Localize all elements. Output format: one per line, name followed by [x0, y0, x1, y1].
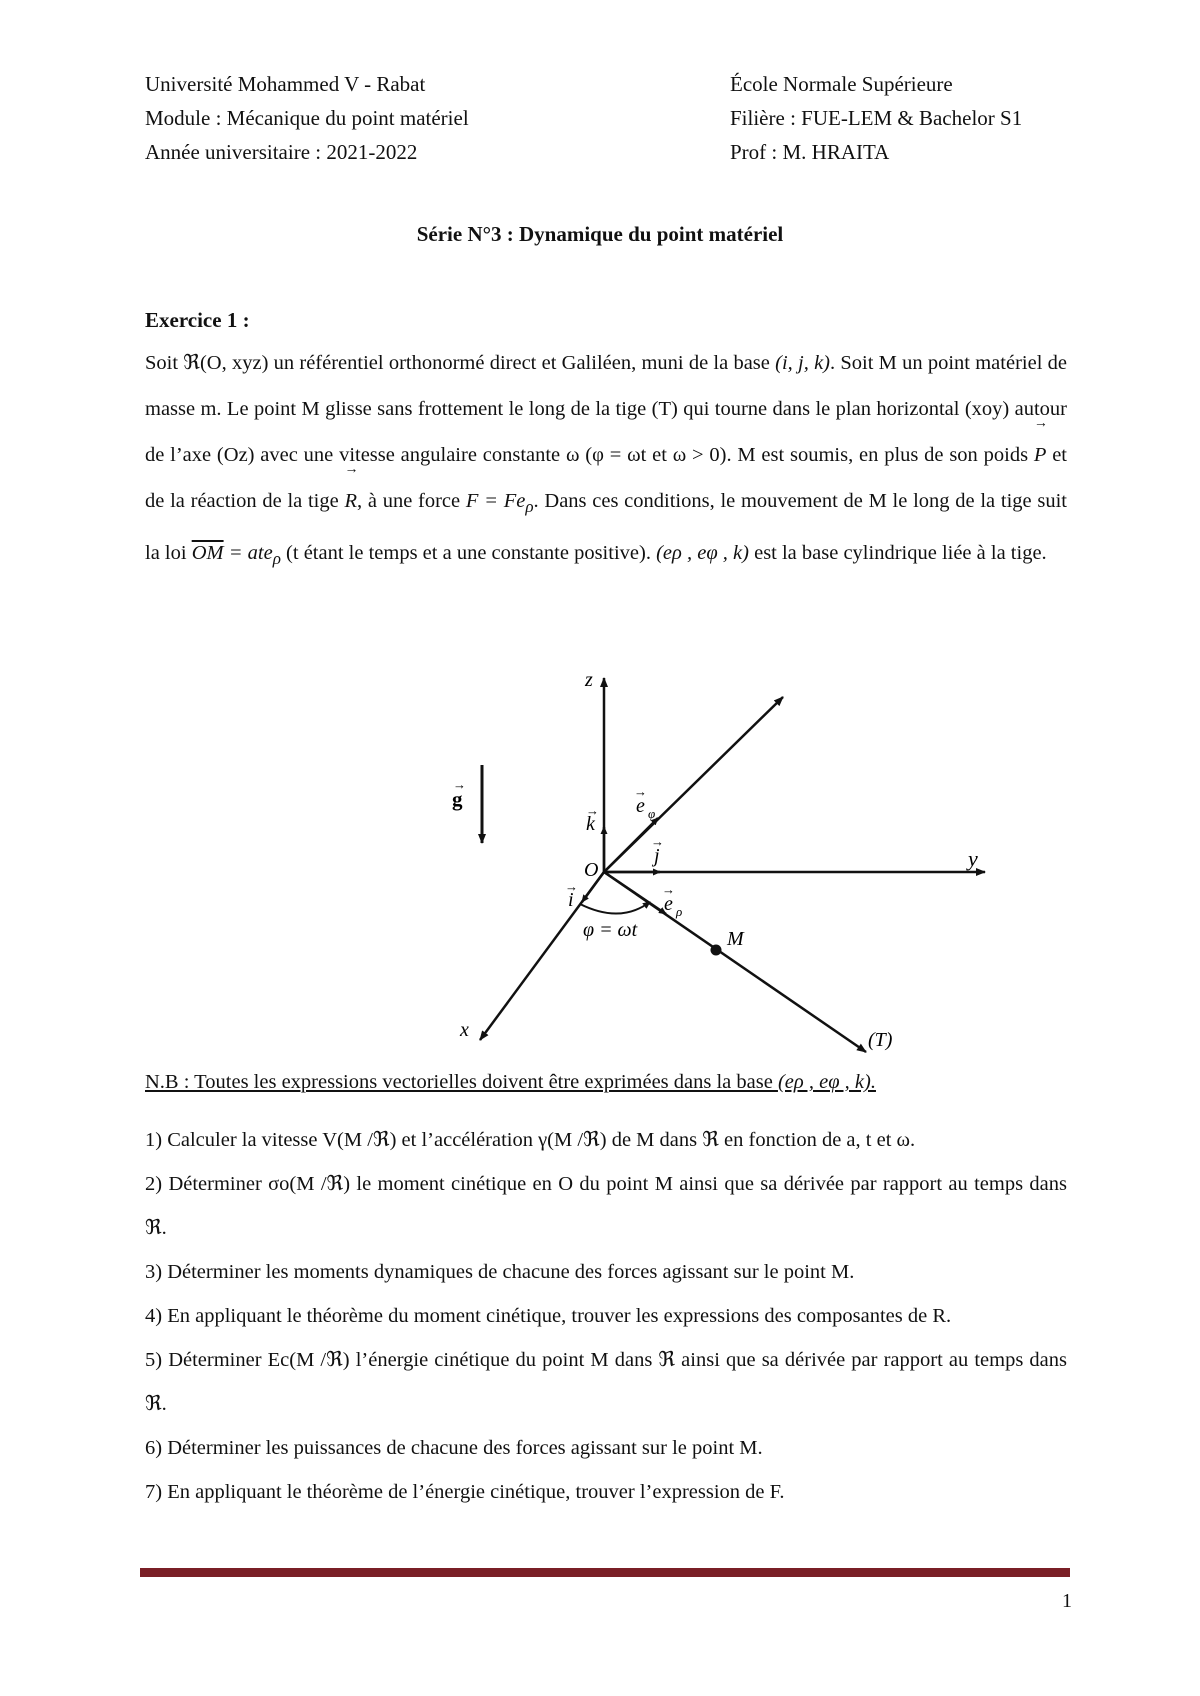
- om-rhs-sub: ρ: [272, 549, 281, 569]
- point-M: [711, 945, 722, 956]
- question-text: Déterminer Ec(M /ℜ) l’énergie cinétique du point M dans ℜ ainsi que sa dérivée par rapport au temps dans ℜ.: [145, 1349, 1067, 1415]
- question-list: [145, 1118, 1067, 1514]
- exercise-title: Exercice 1 :: [145, 308, 250, 332]
- angle-label: φ = ωt: [583, 919, 638, 941]
- page-title: Série N°3 : Dynamique du point matériel: [416, 222, 784, 246]
- g-label: g: [452, 787, 463, 811]
- statement-part-7: est la base cylindrique liée à la tige.: [748, 542, 1047, 565]
- om-rhs: = ate: [223, 542, 273, 565]
- question-5: [145, 1338, 1067, 1426]
- cylindrical-basis: (eρ , eφ , k): [656, 542, 749, 565]
- e-rho-label: e: [664, 893, 673, 915]
- question-1: [145, 1118, 1067, 1162]
- e-rho-sub: ρ: [676, 904, 683, 919]
- question-number: 1): [145, 1129, 163, 1151]
- question-6: [145, 1426, 1067, 1470]
- e-phi-label: e: [636, 795, 645, 817]
- g-arrow-mark: →: [453, 777, 466, 792]
- question-text: Calculer la vitesse V(M /ℜ) et l’accélération γ(M /ℜ) de M dans ℜ en fonction de a, t et ω.: [167, 1129, 916, 1151]
- question-text: En appliquant le théorème du moment cinétique, trouver les expressions des composantes de R.: [167, 1305, 952, 1327]
- j-arrow-mark: →: [651, 834, 664, 849]
- question-text: Déterminer les moments dynamiques de chacune des forces agissant sur le point M.: [167, 1261, 855, 1283]
- force-main: F = Fe: [465, 490, 526, 512]
- e-phi-arrow-mark: →: [634, 784, 647, 799]
- angle-arc: [580, 902, 650, 914]
- k-label: k: [586, 813, 595, 835]
- e-rho-arrow-mark: →: [662, 882, 675, 897]
- question-2: [145, 1162, 1067, 1250]
- statement-part-1: Soit ℜ(O, xyz) un référentiel orthonormé direct et Galiléen, muni de la base: [145, 352, 776, 374]
- i-arrow-mark: →: [565, 879, 578, 894]
- nota-bene: [145, 1071, 876, 1094]
- weight-vector: → P: [1034, 432, 1047, 478]
- question-number: 4): [145, 1305, 163, 1327]
- program-name: Filière : FUE-LEM & Bachelor S1: [730, 106, 1023, 130]
- question-4: [145, 1294, 1067, 1338]
- e-phi-vector: [604, 818, 658, 872]
- j-label: j: [654, 845, 660, 867]
- rod-label: (T): [868, 1029, 893, 1051]
- reaction-vector: → R: [344, 478, 357, 524]
- question-number: 5): [145, 1349, 163, 1371]
- statement-part-5: . Dans ces conditions, le mouvement de M le long de la tige suit la loi: [145, 490, 1067, 565]
- M-label: M: [727, 928, 744, 950]
- statement-part-6: (t étant le temps et a une constante positive).: [280, 542, 657, 565]
- page-number: 1: [1062, 1590, 1072, 1612]
- statement-part-3: et de la réaction de la tige: [145, 444, 1067, 512]
- question-text: Déterminer σo(M /ℜ) le moment cinétique en O du point M ainsi que sa dérivée par rapport au temps dans ℜ.: [145, 1173, 1068, 1239]
- module-name: Module : Mécanique du point matériel: [145, 106, 469, 130]
- y-label: y: [968, 846, 978, 871]
- z-label: z: [585, 669, 593, 691]
- question-text: En appliquant le théorème de l’énergie cinétique, trouver l’expression de F.: [167, 1481, 785, 1503]
- nb-basis: (eρ , eφ , k).: [777, 1071, 876, 1093]
- force-sub: ρ: [525, 497, 534, 517]
- origin-label: O: [584, 859, 599, 881]
- professor-name: Prof : M. HRAITA: [730, 140, 890, 164]
- om-vector: $\overline{OM}$: [191, 542, 224, 565]
- x-label: x: [460, 1019, 469, 1041]
- i-label: i: [568, 889, 574, 911]
- question-number: 2): [145, 1173, 163, 1195]
- footer-bar: [140, 1568, 1070, 1577]
- question-number: 3): [145, 1261, 163, 1283]
- k-arrow-mark: →: [586, 803, 599, 818]
- e-rho-vector: [604, 872, 666, 914]
- question-3: [145, 1250, 1067, 1294]
- basis-ijk: (i, j, k): [775, 352, 830, 374]
- question-number: 6): [145, 1437, 163, 1459]
- statement-part-4: , à une force: [357, 490, 466, 512]
- e-phi-sub: φ: [648, 806, 656, 821]
- statement-part-2: . Soit M un point matériel de masse m. Le point M glisse sans frottement le long de la tige (T) qui tourne dans le plan horizontal (xoy) autour de l’axe (Oz) avec une vitesse angulaire constante ω (φ = ωt et ω > 0). M est soumis, en plus de son poids: [145, 352, 1067, 466]
- question-text: Déterminer les puissances de chacune des forces agissant sur le point M.: [167, 1437, 763, 1459]
- question-7: [145, 1470, 1067, 1514]
- academic-year: Année universitaire : 2021-2022: [145, 140, 418, 164]
- question-number: 7): [145, 1481, 163, 1503]
- school-name: École Normale Supérieure: [730, 72, 953, 96]
- university-name: Université Mohammed V - Rabat: [145, 72, 426, 96]
- nb-text: N.B : Toutes les expressions vectorielles doivent être exprimées dans la base: [145, 1071, 778, 1093]
